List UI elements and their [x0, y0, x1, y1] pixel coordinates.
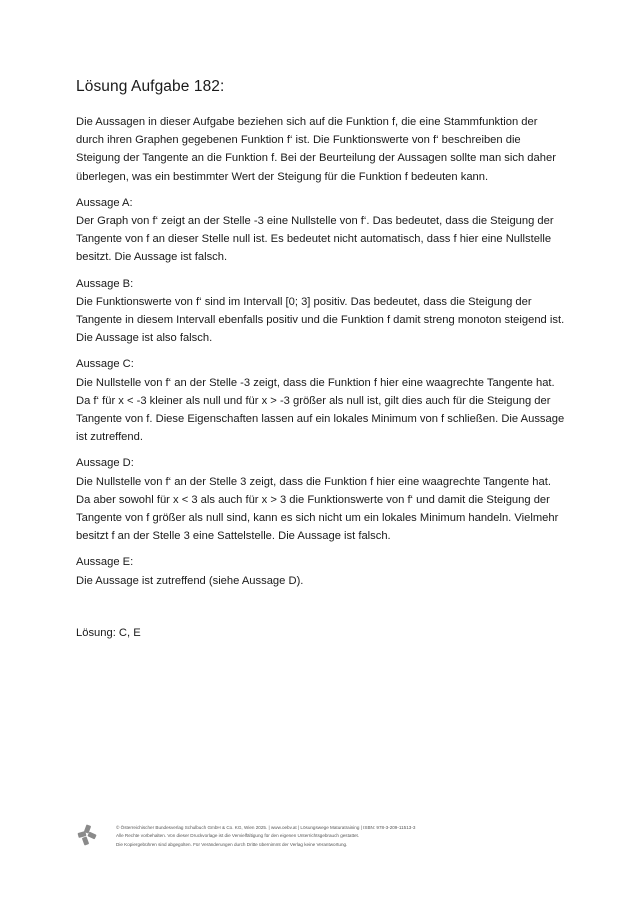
footer-rights: Alle Rechte vorbehalten. Von dieser Druckvorlage ist die Vervielfältigung für den eigenen Unterrichtsgebrauch gestattet.	[116, 833, 360, 839]
publisher-logo-icon	[76, 824, 98, 846]
statement-c-label: Aussage C:	[76, 358, 134, 371]
solution-line: Lösung: C, E	[76, 626, 141, 639]
statement-a-label: Aussage A:	[76, 196, 133, 209]
statement-e-text: Die Aussage ist zutreffend (siehe Aussage D).	[76, 574, 304, 587]
statement-c	[76, 355, 566, 446]
statement-b-label: Aussage B:	[76, 277, 134, 290]
intro-paragraph: Die Aussagen in dieser Aufgabe beziehen sich auf die Funktion f, die eine Stammfunktion der durch ihren Graphen gegebenen Funktion f‘ ist. Die Funktionswerte von f‘ beschreiben die Steigung der Tangente an die Funktion f. Bei der Beurteilung der Aussagen sollte man sich daher überlegen, was ein bestimmter Wert der Steigung für die Funktion f bedeuten kann.	[76, 116, 556, 183]
footer-fees: Die Kopiergebühren sind abgegolten. Für Veränderungen durch Dritte übernimmt der Verlag keine Verantwortung.	[116, 841, 348, 847]
statement-e-label: Aussage E:	[76, 556, 134, 569]
document-content	[76, 78, 566, 642]
statement-c-text: Die Nullstelle von f‘ an der Stelle -3 zeigt, dass die Funktion f hier eine waagrechte Tangente hat. Da f‘ für x < -3 kleiner als null und für x > -3 größer als null ist, gilt dies auch für die Steigung der Tangente von f. Diese Eigenschaften lassen auf ein lokales Minimum von f schließen. Die Aussage ist zutreffend.	[76, 376, 565, 444]
page-title: Lösung Aufgabe 182:	[76, 78, 225, 95]
statement-d-text: Die Nullstelle von f‘ an der Stelle 3 zeigt, dass die Funktion f hier eine waagrechte Tangente hat. Da aber sowohl für x < 3 als auch für x > 3 die Funktionswerte von f‘ und damit die Steigung der Tangente von f größer als null sind, kann es sich nicht um ein lokales Minimum handeln. Vielmehr besitzt f an der Stelle 3 eine Sattelstelle. Die Aussage ist falsch.	[76, 475, 559, 543]
statement-a-text: Der Graph von f‘ zeigt an der Stelle -3 eine Nullstelle von f‘. Das bedeutet, dass die Steigung der Tangente von f an dieser Stelle null ist. Es bedeutet nicht automatisch, dass f hier eine Nullstelle besitzt. Die Aussage ist falsch.	[76, 215, 554, 264]
statement-a	[76, 194, 566, 267]
page-footer	[76, 822, 566, 852]
statement-b-text: Die Funktionswerte von f‘ sind im Intervall [0; 3] positiv. Das bedeutet, dass die Steigung der Tangente in diesem Intervall ebenfalls positiv und die Funktion f damit streng monoton steigend ist. Die Aussage ist also falsch.	[76, 295, 565, 345]
footer-text	[116, 824, 576, 849]
footer-copyright: © Österreichischer Bundesverlag Schulbuch GmbH & Co. KG, Wien 2025. | www.oebv.at | Lösungswege Maturatraining | ISBN: 978-3-209-11513-3	[116, 825, 416, 830]
statement-e	[76, 553, 566, 589]
statement-d-label: Aussage D:	[76, 457, 134, 470]
statement-b	[76, 275, 566, 348]
statement-d	[76, 454, 566, 545]
